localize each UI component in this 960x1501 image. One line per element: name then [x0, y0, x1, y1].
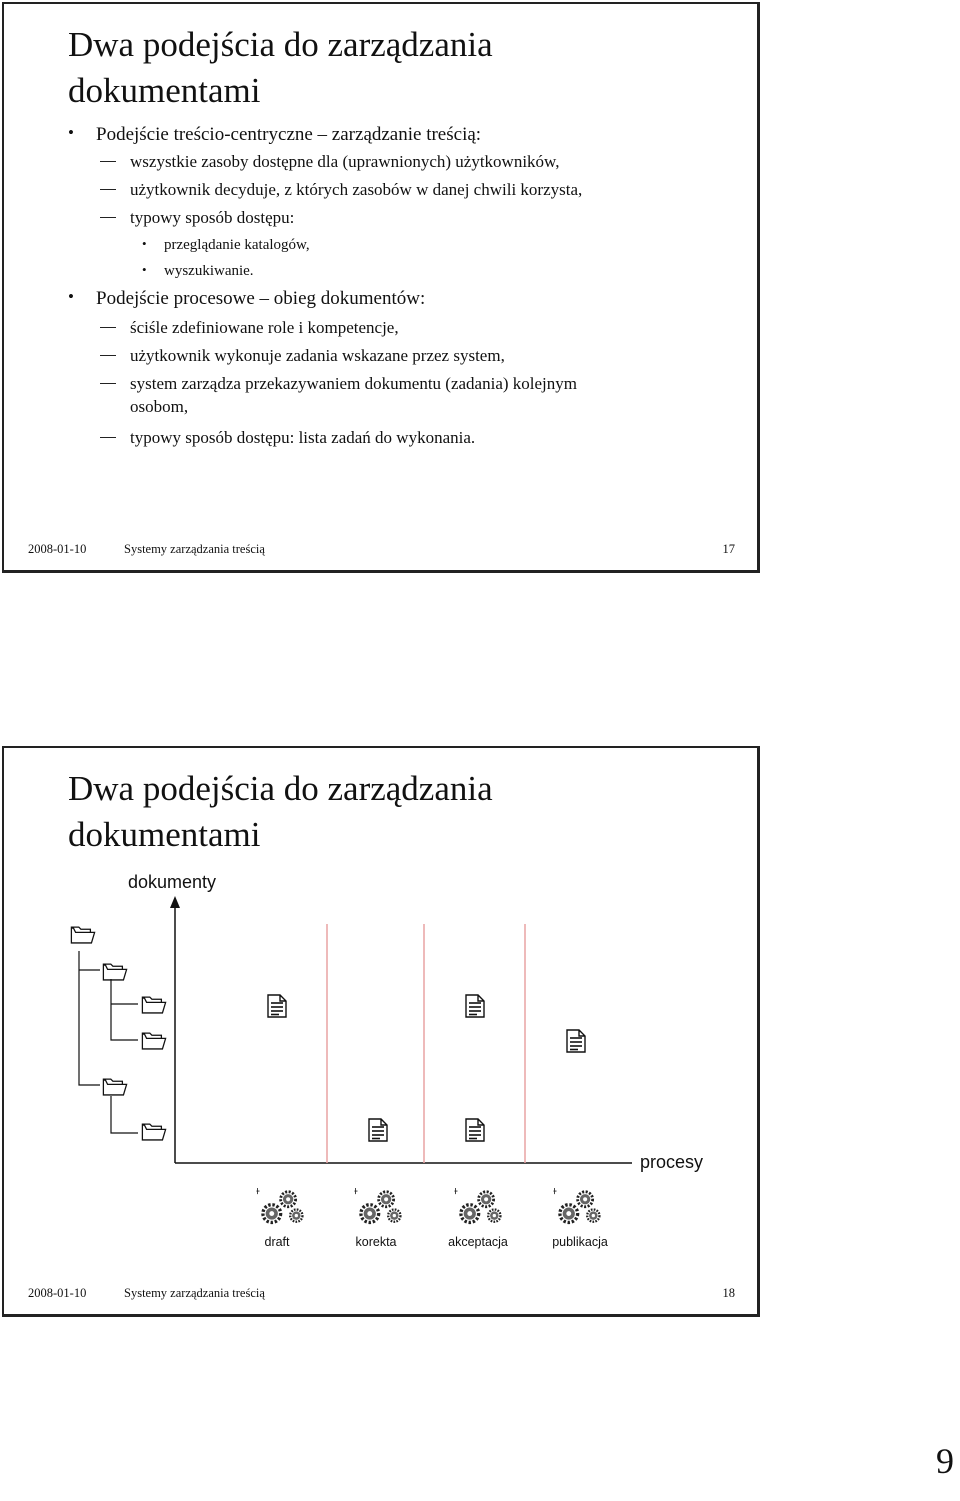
footer-slide-number: 18: [722, 1286, 735, 1300]
bullet-text: Podejście procesowe – obieg dokumentów:: [96, 288, 426, 309]
stage-label-korekta: korekta: [355, 1235, 397, 1249]
slide-title: [68, 22, 493, 114]
sub-item-text: użytkownik decyduje, z których zasobów w danej chwili korzysta,: [130, 180, 583, 199]
footer-course: Systemy zarządzania treścią: [124, 1286, 265, 1300]
gears-icon: [354, 1188, 400, 1222]
title-line-1: Dwa podejścia do zarządzania: [68, 25, 493, 64]
stage-label-akceptacja: akceptacja: [448, 1235, 508, 1249]
dash-icon: [100, 327, 116, 328]
title-line-2: dokumentami: [68, 71, 261, 110]
sub-sub-item-text: przeglądanie katalogów,: [164, 237, 310, 253]
x-axis-label: procesy: [640, 1152, 704, 1172]
document-icon: [567, 1030, 585, 1052]
footer-date: 2008-01-10: [28, 1286, 87, 1300]
bullet-icon: •: [142, 236, 147, 251]
document-icon: [466, 995, 484, 1017]
dash-icon: [100, 437, 116, 438]
sub-item-text: typowy sposób dostępu: lista zadań do wykonania.: [130, 428, 476, 447]
dash-icon: [100, 383, 116, 384]
dash-icon: [100, 161, 116, 162]
sub-item-text: osobom,: [130, 397, 189, 416]
process-diagram: [4, 748, 762, 1319]
title-line-2: dokumentami: [68, 815, 261, 854]
y-axis: [170, 896, 180, 1163]
slide-footer: [4, 542, 757, 560]
document-icon: [466, 1119, 484, 1141]
bullet-icon: •: [142, 262, 147, 277]
title-line-1: Dwa podejścia do zarządzania: [68, 769, 493, 808]
dash-icon: [100, 355, 116, 356]
folder-icon: [71, 927, 94, 943]
sub-item-text: ściśle zdefiniowane role i kompetencje,: [130, 318, 399, 337]
page-number: 9: [936, 1441, 954, 1481]
document-icon: [369, 1119, 387, 1141]
gears-icon: [553, 1188, 599, 1222]
folder-icon: [142, 1033, 165, 1049]
folder-icon: [142, 1124, 165, 1140]
sub-sub-item-text: wyszukiwanie.: [164, 263, 254, 279]
sub-item-text: użytkownik wykonuje zadania wskazane przez system,: [130, 346, 505, 365]
document-icon: [268, 995, 286, 1017]
slide-17: [2, 2, 760, 573]
dash-icon: [100, 189, 116, 190]
stage-label-publikacja: publikacja: [552, 1235, 608, 1249]
bullet-icon: •: [68, 123, 74, 142]
footer-course: Systemy zarządzania treścią: [124, 542, 265, 556]
y-axis-label: dokumenty: [128, 872, 217, 892]
folder-icon: [142, 997, 165, 1013]
gears-icon: [454, 1188, 500, 1222]
footer-date: 2008-01-10: [28, 542, 87, 556]
folder-icon: [103, 964, 126, 980]
bullet-icon: •: [68, 287, 74, 306]
slide-18: [2, 746, 760, 1317]
stage-label-draft: draft: [264, 1235, 290, 1249]
slide-footer: [4, 1286, 757, 1304]
bullet-text: Podejście treścio-centryczne – zarządzanie treścią:: [96, 124, 482, 145]
folder-icon: [103, 1079, 126, 1095]
footer-slide-number: 17: [722, 542, 735, 556]
sub-item-text: wszystkie zasoby dostępne dla (uprawnionych) użytkowników,: [130, 152, 560, 171]
gears-icon: [256, 1188, 302, 1222]
dash-icon: [100, 217, 116, 218]
sub-item-text: system zarządza przekazywaniem dokumentu (zadania) kolejnym: [130, 374, 577, 393]
sub-item-text: typowy sposób dostępu:: [130, 208, 295, 227]
folder-tree-lines: [79, 951, 138, 1133]
